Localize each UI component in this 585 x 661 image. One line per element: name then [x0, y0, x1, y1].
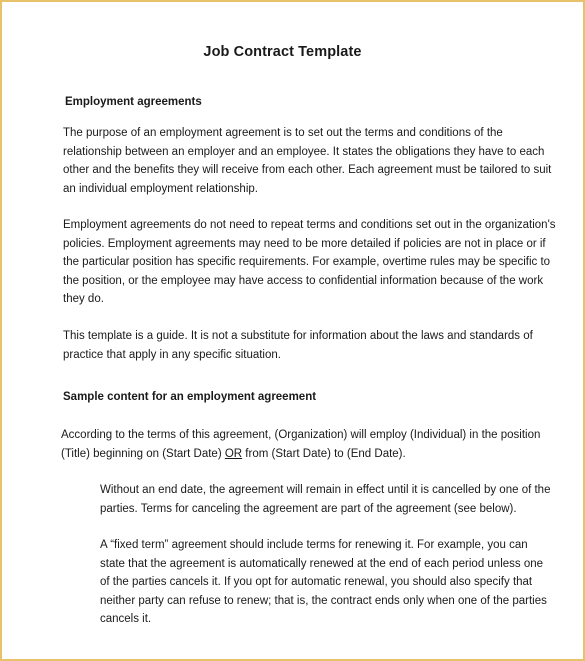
paragraph-line: A “fixed term” agreement should include terms for renewing it. For example, you can	[100, 539, 528, 551]
paragraph-line: This template is a guide. It is not a substitute for information about the laws and standards of	[63, 330, 533, 342]
text-segment: from (Start Date) to (End Date).	[242, 447, 406, 460]
paragraph-without-end-date	[100, 481, 550, 518]
paragraph-line: the position, or the employee may have access to confidential information because of the work	[63, 274, 544, 287]
document-title-text: Job Contract Template	[203, 44, 362, 60]
paragraph-line: Without an end date, the agreement will remain in effect until it is cancelled by one of the	[100, 484, 551, 496]
heading-employment-agreements: Employment agreements	[65, 96, 202, 108]
paragraph-line	[61, 445, 540, 464]
paragraph-line: of the parties cancels it. If you opt for automatic renewal, you should also specify that	[100, 576, 533, 588]
paragraph-line: an individual employment relationship.	[63, 182, 258, 195]
paragraph-fixed-term	[100, 536, 547, 629]
paragraph-line: relationship between an employer and an employee. It states the obligations they have to each	[63, 145, 545, 158]
paragraph-line: practice that apply in any specific situation.	[63, 348, 281, 361]
paragraph-line: parties. Terms for canceling the agreement are part of the agreement (see below).	[100, 502, 517, 515]
paragraph-line: The purpose of an employment agreement is to set out the terms and conditions of the	[63, 127, 503, 139]
paragraph-line: policies. Employment agreements may need to be more detailed if policies are not in place or if	[63, 237, 546, 250]
or-underlined: OR	[224, 447, 243, 460]
paragraph-line: the particular position has specific requirements. For example, overtime rules may be specific to	[63, 256, 551, 268]
paragraph-guide	[63, 327, 533, 364]
paragraph-line: cancels it.	[100, 613, 152, 625]
paragraph-line: state that the agreement is automatically renewed at the end of each period unless one	[100, 557, 544, 570]
paragraph-line: other and the benefits they will receive from each other. Each agreement must be tailored to suit	[63, 164, 552, 176]
document-title	[2, 44, 583, 60]
paragraph-line: neither party can refuse to renew; that is, the contract ends only when one of the parties	[100, 594, 547, 607]
paragraph-line: they do.	[63, 293, 104, 305]
text-segment: (Title) beginning on (Start Date)	[61, 447, 225, 460]
paragraph-terms	[61, 426, 540, 463]
heading-sample-content: Sample content for an employment agreement	[63, 391, 317, 403]
paragraph-line: Employment agreements do not need to repeat terms and conditions set out in the organization's	[63, 219, 556, 231]
paragraph-policies	[63, 216, 556, 309]
paragraph-purpose	[63, 124, 551, 198]
paragraph-line: According to the terms of this agreement, (Organization) will employ (Individual) in the position	[61, 429, 541, 441]
